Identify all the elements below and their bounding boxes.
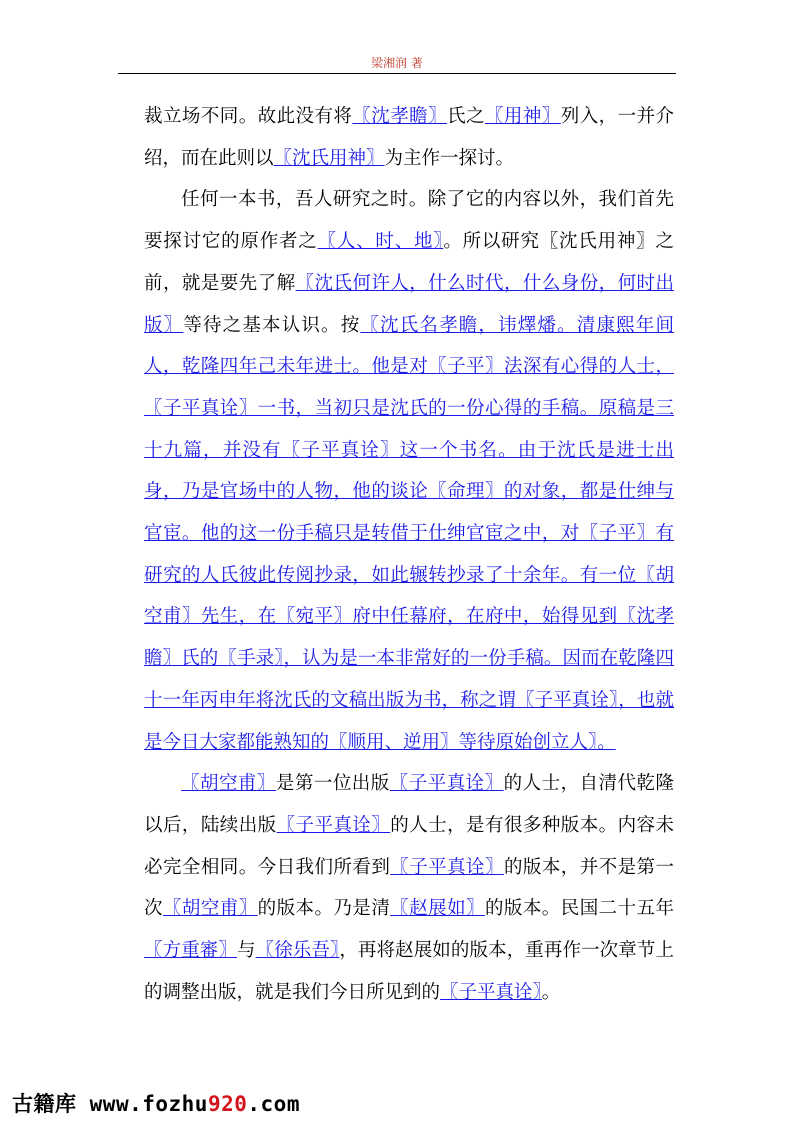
reference-link[interactable]: 〖沈孝瞻〗 bbox=[352, 106, 448, 127]
paragraph bbox=[144, 763, 674, 1013]
reference-link[interactable]: 〖胡空甫〗 bbox=[181, 773, 276, 795]
paragraph-text: 任何一本书，吾人研究之时。除了它的内容以外，我们首先要探讨它的原作者之 bbox=[144, 189, 674, 253]
reference-link[interactable]: 〖沈氏何许人，什么时代，什么身份，何时出版〗 bbox=[144, 272, 674, 336]
reference-link[interactable]: 〖徐乐吾〗 bbox=[255, 940, 340, 962]
header-divider bbox=[118, 73, 676, 74]
paragraph bbox=[144, 179, 674, 763]
paragraph-text: 。所以研究〖沈氏用神〗之前，就是要先了解 bbox=[144, 231, 674, 294]
reference-link[interactable]: 〖沈氏名孝瞻，讳燡燔。清康熙年间人，乾隆四年己未年进士。他是对〖子平〗法深有心得的人士，〖子平真诠〗一书，当初只是沈氏的一份心得的手稿。原稿是三十九篇，并没有〖子平真诠〗这一个书名。由于沈氏是进士出身，乃是官场中的人物，他的谈论〖命理〗的对象，都是仕绅与官宦。他的这一份手稿只是转借于仕绅官宦之中，对〖子平〗有研究的人氏彼此传阅抄录，如此辗转抄录了十余年。有一位〖胡空甫〗先生，在〖宛平〗府中任幕府，在府中，始得见到〖沈孝瞻〗氏的〖手录〗，认为是一本非常好的一份手稿。因而在乾隆四十一年丙申年将沈氏的文稿出版为书，称之谓〖子平真诠〗，也就是今日大家都能熟知的〖顺用、逆用〗等待原始创立人〗。 bbox=[144, 314, 674, 753]
paragraph-text: 的版本。乃是清 bbox=[257, 898, 391, 920]
site-url-suffix: .com bbox=[247, 1092, 300, 1116]
paragraph-text: 。 bbox=[541, 981, 561, 1003]
site-url-digits: 920 bbox=[207, 1092, 248, 1116]
paragraph-text: 裁立场不同。故此没有将 bbox=[144, 106, 353, 127]
paragraph-text: 与 bbox=[236, 940, 256, 962]
paragraph-text: 的人士，是有很多种版本。内容未必完全相同。今日我们所看到 bbox=[144, 814, 674, 878]
reference-link[interactable]: 〖人、时、地〗 bbox=[317, 231, 444, 253]
reference-link[interactable]: 〖子平真诠〗 bbox=[440, 981, 542, 1003]
paragraph-text: 为主作一探讨。 bbox=[384, 147, 515, 169]
paragraph-text: 是第一位出版 bbox=[275, 773, 390, 795]
reference-link[interactable]: 〖沈氏用神〗 bbox=[273, 147, 385, 169]
paragraph-text: 列入，一并介绍，而在此则以 bbox=[144, 106, 674, 169]
paragraph-text: 的版本，并不是第一次 bbox=[144, 856, 674, 920]
reference-link[interactable]: 〖胡空甫〗 bbox=[162, 898, 258, 920]
site-watermark bbox=[12, 1088, 300, 1118]
reference-link[interactable]: 〖子平真诠〗 bbox=[276, 814, 391, 836]
paragraph-text: 等待之基本认识。按 bbox=[183, 314, 361, 336]
paragraph-text: 氏之 bbox=[447, 106, 485, 127]
reference-link[interactable]: 〖赵展如〗 bbox=[390, 898, 485, 920]
running-header: 梁湘润 著 bbox=[371, 56, 423, 70]
reference-link[interactable]: 〖用神〗 bbox=[484, 106, 561, 127]
reference-link[interactable]: 〖方重審〗 bbox=[144, 940, 237, 962]
reference-link[interactable]: 〖子平真诠〗 bbox=[390, 856, 504, 878]
paragraph-text: 的版本。民国二十五年 bbox=[484, 898, 674, 920]
paragraph-text: ，再将赵展如的版本，重再作一次章节上的调整出版，就是我们今日所见到的 bbox=[144, 940, 674, 1003]
reference-link[interactable]: 〖子平真诠〗 bbox=[389, 773, 504, 795]
site-name: 古籍库 bbox=[12, 1092, 77, 1116]
site-url-prefix: www.fozhu bbox=[89, 1092, 208, 1116]
paragraph bbox=[144, 96, 674, 179]
paragraph-text: 的人士，自清代乾隆以后，陆续出版 bbox=[144, 773, 674, 836]
document-body bbox=[144, 96, 674, 1013]
